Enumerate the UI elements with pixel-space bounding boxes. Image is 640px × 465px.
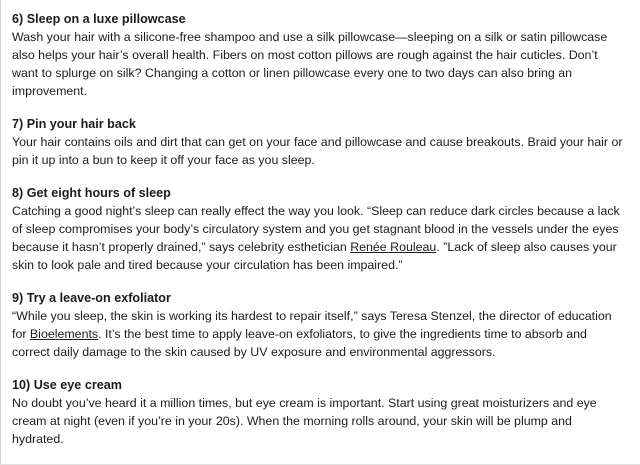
tip-paragraph <box>12 307 626 361</box>
tip-text: . ”Lack of sleep also causes your skin to look pale and tired because your circulation has been impaired.” <box>12 240 617 272</box>
tip-text: . It’s the best time to apply leave-on exfoliators, to give the ingredients time to absorb and correct daily damage to the skin caused by UV exposure and environmental aggressors. <box>12 327 587 359</box>
tip-text: Catching a good night’s sleep can really effect the way you look. “Sleep can reduce dark circles because a lack of sleep compromises your body’s circulatory system and you get stagnant blood in the vessels under the eyes because it hasn’t properly drained,” says celebrity esthetician <box>12 204 620 254</box>
tip-paragraph: Wash your hair with a silicone-free shampoo and use a silk pillowcase—sleeping on a silk or satin pillowcase also helps your hair’s overall health. Fibers on most cotton pillows are rough against the hair cuticles. Don’t want to splurge on silk? Changing a cotton or linen pillowcase every one to two days can also bring an improvement. <box>12 30 608 98</box>
tip-heading: 9) Try a leave-on exfoliator <box>12 291 171 305</box>
tip-10 <box>12 376 626 448</box>
tip-text: “While you sleep, the skin is working its hardest to repair itself,” says Teresa Stenzel, the director of education for <box>12 309 612 341</box>
tip-8 <box>12 184 626 274</box>
renee-rouleau-link[interactable]: Renée Rouleau <box>350 240 437 254</box>
tip-paragraph <box>12 202 626 274</box>
tip-paragraph: No doubt you’ve heard it a million times, but eye cream is important. Start using great moisturizers and eye cream at night (even if you’re in your 20s). When the morning rolls around, your skin will be plump and hydrated. <box>12 396 597 446</box>
bioelements-link[interactable]: Bioelements <box>29 327 99 341</box>
tip-heading: 8) Get eight hours of sleep <box>12 186 171 200</box>
tip-paragraph: Your hair contains oils and dirt that can get on your face and pillowcase and cause breakouts. Braid your hair or pin it up into a bun to keep it off your face as you sleep. <box>12 135 623 167</box>
tip-6 <box>12 10 626 100</box>
tip-heading: 6) Sleep on a luxe pillowcase <box>12 12 186 26</box>
tip-7 <box>12 115 626 169</box>
tip-heading: 7) Pin your hair back <box>12 117 136 131</box>
tip-heading: 10) Use eye cream <box>12 378 122 392</box>
article-body <box>12 10 626 463</box>
left-border <box>0 0 1 465</box>
tip-9 <box>12 289 626 361</box>
